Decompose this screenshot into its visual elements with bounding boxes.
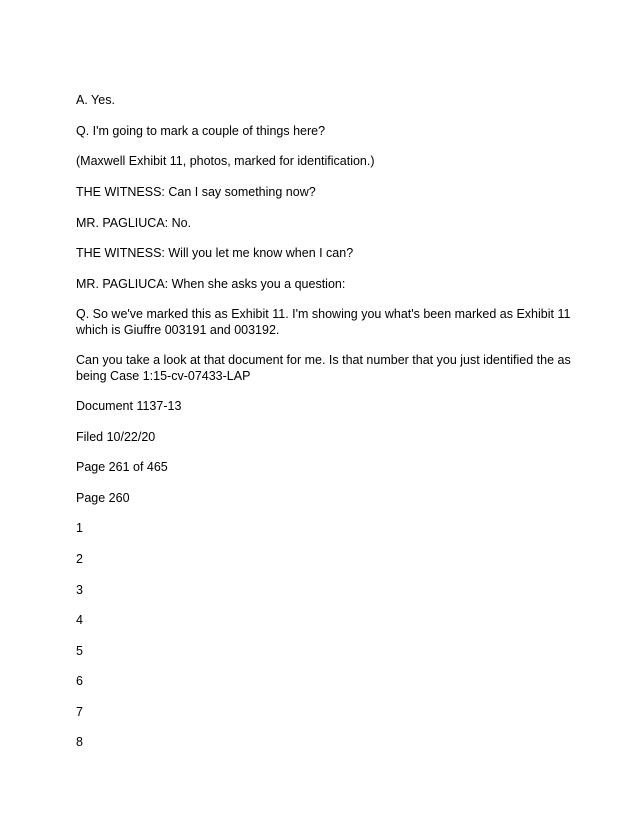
document-number: Document 1137-13: [76, 399, 182, 413]
transcript-line-take-a-look: Can you take a look at that document for me. Is that number that you just identified the as being Case 1:15-cv-07433-LAP: [76, 353, 571, 383]
line-number: 7: [76, 705, 83, 719]
transcript-line-question-mark: Q. I'm going to mark a couple of things here?: [76, 124, 326, 138]
filed-date: Filed 10/22/20: [76, 430, 156, 444]
line-number: 6: [76, 674, 83, 688]
transcript-line-witness-let-know: THE WITNESS: Will you let me know when I can?: [76, 246, 354, 260]
line-number: 2: [76, 552, 83, 566]
transcript-line-exhibit-11: Q. So we've marked this as Exhibit 11. I'm showing you what's been marked as Exhibit 11 which is Giuffre 003191 and 003192.: [76, 307, 571, 337]
page-of-total: Page 261 of 465: [76, 460, 168, 474]
line-number: 1: [76, 521, 83, 535]
transcript-page-number: Page 260: [76, 491, 130, 505]
line-number: 4: [76, 613, 83, 627]
transcript-line-exhibit-marked: (Maxwell Exhibit 11, photos, marked for identification.): [76, 154, 375, 168]
transcript-line-answer-yes: A. Yes.: [76, 93, 115, 107]
transcript-line-pagliuca-no: MR. PAGLIUCA: No.: [76, 216, 192, 230]
line-number: 8: [76, 735, 83, 749]
transcript-line-pagliuca-question: MR. PAGLIUCA: When she asks you a question:: [76, 277, 346, 291]
transcript-line-witness-say: THE WITNESS: Can I say something now?: [76, 185, 316, 199]
line-number: 3: [76, 583, 83, 597]
line-number: 5: [76, 644, 83, 658]
